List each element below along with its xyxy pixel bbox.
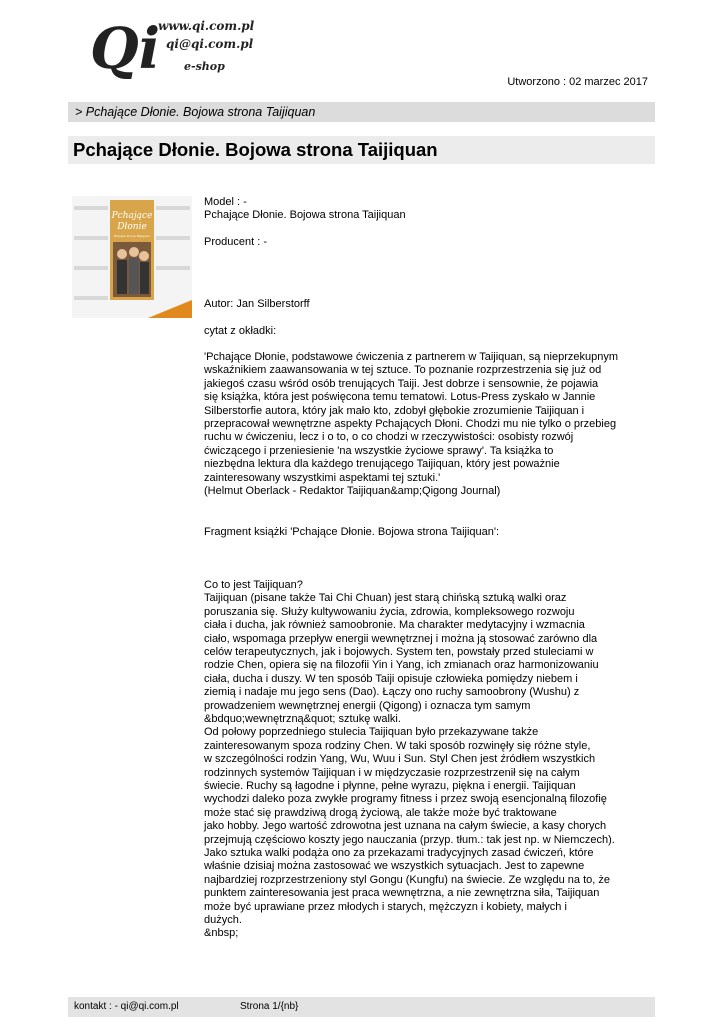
created-date: Utworzono : 02 marzec 2017 [507,76,648,88]
logo-mark: Qi [90,16,161,80]
author-line: Autor: Jan Silberstorff [204,298,310,311]
product-name: Pchające Dłonie. Bojowa strona Taijiquan [204,209,406,222]
logo-line-eshop: e-shop [184,60,225,73]
footer-contact[interactable]: kontakt : - qi@qi.com.pl [74,1001,179,1012]
model-line: Model : - [204,196,247,208]
cover-quote: 'Pchające Dłonie, podstawowe ćwiczenia z partnerem w Taijiquan, są nieprzekupnym wskaźnikiem zaawansowania w tej sztuce. To poznanie rozprzestrzenia się już od jakiegoś czasu wśród osób trenujących Taiji. Jest dobrze i sensownie, że pojawia się książka, która jest poświęcona temu tematowi. Lotus-Press zyskało w Jannie Silberstorfie autora, który jak mało kto, zdobył głębokie zrozumienie Taijiquan i przepracował wewnętrzne aspekty Pchających Dłoni. Chodzi mu nie tylko o przebieg ruchu w ćwiczeniu, lecz i o to, o co chodzi w rzeczywistości: osobisty rozwój ćwiczącego i przeniesienie 'na wszystkie życiowe sprawy'. Ta książka to niezbędna lektura dla każdego trenującego Taijiquan, który jest poważnie zainteresowany wszystkimi aspektami tej sztuki.' (Helmut Oberlack - Redaktor Taijiquan&amp;Qigong Journal) [204,351,618,498]
cover-title-2: Dłonie [117,222,147,232]
fragment-label: Fragment książki 'Pchające Dłonie. Bojowa strona Taijiquan': [204,525,500,538]
quote-label: cytat z okładki: [204,324,277,337]
fragment-text: Co to jest Taijiquan? Taijiquan (pisane także Tai Chi Chuan) jest starą chińską sztuką walki oraz poruszania się. Służy kultywowaniu życia, zdrowia, kompleksowego rozwoju ciała i ducha, jak również samoobronie. Ma charakter medytacyjny i wzmacnia ciało, wspomaga przepływ energii wewnętrznej i można ją stosować zarówno dla celów terapeutycznych, jak i bojowych. System ten, powstały przed stuleciami w rodzie Chen, opiera się na filozofii Yin i Yang, ich zmianach oraz harmonizowaniu ciała, ducha i duszy. W ten sposób Taiji opisuje człowieka pomiędzy niebem i ziemią i nadaje mu jego sens (Dao). Łączy ono ruchy samoobrony (Wushu) z prowadzeniem wewnętrznej energii (Qigong) i oznacza tym samym &bdquo;wewnętrzną&quot; sztukę walki. Od połowy poprzedniego stulecia Taijiquan było przekazywane także zainteresowanym spoza rodziny Chen. W taki sposób rozwinęły się różne style, w szczególności rodzin Yang, Wu, Wuu i Sun. Styl Chen jest źródłem wszystkich rodzinnych systemów Taijiquan i w międzyczasie rozprzestrzenił się na całym świecie. Ruchy są łagodne i płynne, pełne wyrazu, piękna i energii. Taijiquan wychodzi daleko poza zwykłe programy fitness i przez swoją esencjonalną filozofię może stać się prawdziwą drogą życiową, ale także może być traktowane jako hobby. Jego wartość zdrowotna jest uznana na całym świecie, a kasy chorych przejmują częściowo koszty jego nauczania (przyp. tłum.: tak jest np. w Niemczech). Jako sztuka walki podąża ono za przekazami tradycyjnych zasad ćwiczeń, które właśnie dzisiaj można zastosować we wszystkich sytuacjach. Jest to zapewne najbardziej rozprzestrzeniony styl Gongu (Kungfu) na świecie. Ze względu na to, że punktem zainteresowania jest praca wewnętrzna, a nie zewnętrzna siła, Taijiquan może być uprawiane przez młodych i starych, mężczyzn i kobiety, małych i dużych. &nbsp; [204,578,615,940]
cover-subtitle: Bojowa strona Taijiquan [114,234,150,238]
breadcrumb[interactable]: > Pchające Dłonie. Bojowa strona Taijiquan [68,102,655,122]
footer-page-number: Strona 1/{nb} [240,1001,299,1012]
page-footer [68,997,655,1017]
book-cover-image [72,196,192,318]
cover-title-1: Pchające [111,211,153,221]
logo-line-url: www.qi.com.pl [158,19,255,33]
product-description [204,196,644,941]
logo-line-email: qi@qi.com.pl [166,37,254,51]
qi-logo [88,14,298,80]
page-title: Pchające Dłonie. Bojowa strona Taijiquan [68,136,655,164]
producer-line: Producent : - [204,235,267,248]
